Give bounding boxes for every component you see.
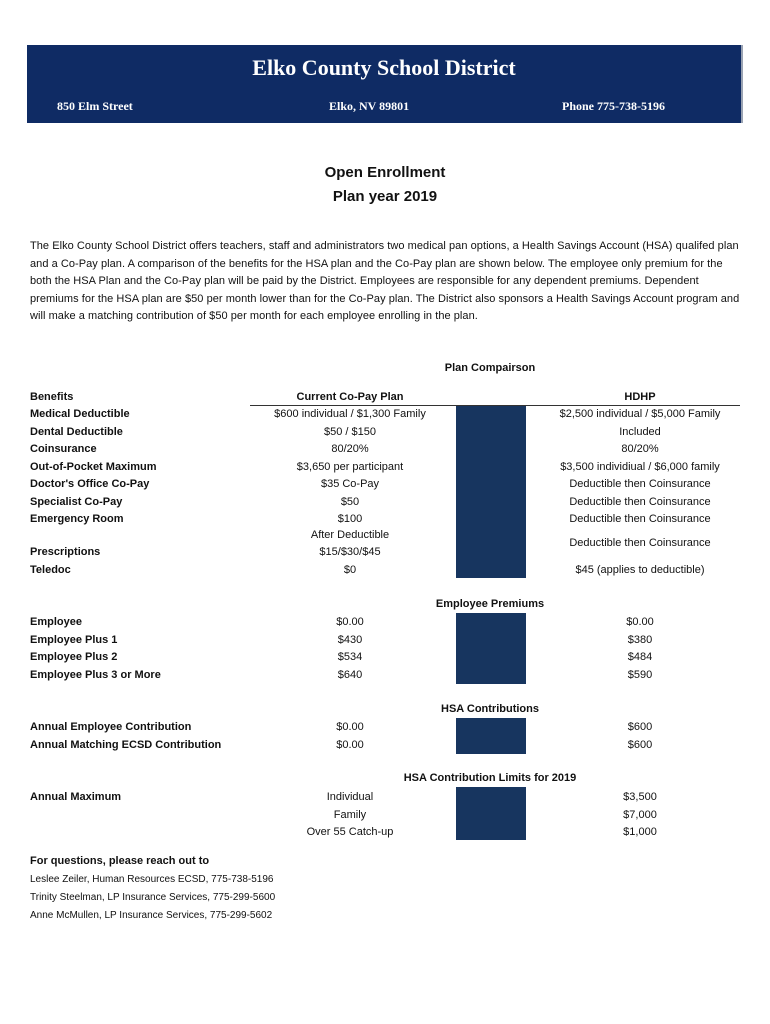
limits-divider-band	[456, 787, 526, 840]
premium-hdhp: $590	[627, 668, 653, 681]
contact-item: Trinity Steelman, LP Insurance Services, 775-299-5600	[30, 892, 276, 903]
annual-maximum-label: Annual Maximum	[30, 791, 122, 803]
hsa-contributions-title: HSA Contributions	[441, 703, 539, 715]
benefits-header: Benefits	[30, 391, 74, 403]
prescriptions-label: Prescriptions	[30, 546, 101, 558]
premium-hdhp: $484	[627, 651, 653, 663]
limit-amount: $7,000	[623, 808, 657, 821]
premium-hdhp: $0.00	[626, 616, 654, 628]
intro-paragraph: The Elko County School District offers teachers, staff and administrators two medical pan options, a Health Savings Account (HSA) qualifed plan and a Co-Pay plan. A comparison of the benefits for the HSA plan and the Co-Pay plan are shown below. The employee only premium for the both the HSA Plan and the Co-Pay plan will be paid by the District. Employees are responsible for any dependent premiums. Dependent premiums for the HSA plan are $50 per month lower than for the Co-Pay plan. The District also sponsors a Health Savings Account program and will make a matching contribution of $50 per month for each employee enrolling in the plan.	[30, 240, 740, 323]
premium-label: Employee Plus 3 or More	[30, 668, 161, 681]
limit-type: Over 55 Catch-up	[306, 826, 394, 838]
org-phone: Phone 775-738-5196	[562, 99, 665, 113]
doc-subtitle: Plan year 2019	[332, 188, 438, 205]
premiums-title: Employee Premiums	[435, 598, 545, 610]
contact-item: Leslee Zeiler, Human Resources ECSD, 775-738-5196	[30, 874, 274, 885]
org-city: Elko, NV 89801	[329, 99, 410, 113]
copay-value: $50 / $150	[324, 425, 376, 438]
premium-label: Employee Plus 1	[30, 633, 118, 646]
premium-copay: $0.00	[336, 616, 364, 628]
premium-hdhp: $380	[627, 633, 653, 646]
copay-value: $35 Co-Pay	[320, 478, 380, 490]
teledoc-hdhp: $45 (applies to deductible)	[575, 564, 705, 576]
premium-copay: $534	[337, 651, 363, 663]
benefit-label: Coinsurance	[30, 443, 97, 455]
copay-value: $100	[337, 513, 363, 525]
premium-copay: $640	[337, 668, 363, 681]
benefit-label: Emergency Room	[30, 513, 124, 525]
hsa-hdhp: $600	[627, 721, 653, 733]
header-banner	[27, 45, 743, 123]
teledoc-copay: $0	[343, 564, 357, 576]
limit-type: Family	[333, 808, 367, 821]
copay-value: $50	[340, 495, 360, 508]
copay-value: $3,650 per participant	[296, 460, 404, 473]
hdhp-value: Deductible then Coinsurance	[569, 495, 711, 508]
hdhp-value: Deductible then Coinsurance	[569, 513, 711, 525]
benefit-label: Specialist Co-Pay	[30, 495, 123, 508]
premiums-divider-band	[456, 613, 526, 684]
prescriptions-copay-note: After Deductible	[310, 529, 390, 541]
hsa-copay: $0.00	[336, 721, 364, 733]
hsa-limits-title: HSA Contribution Limits for 2019	[403, 772, 577, 784]
benefit-label: Dental Deductible	[30, 425, 123, 438]
copay-header: Current Co-Pay Plan	[296, 391, 404, 403]
hdhp-value: 80/20%	[621, 443, 659, 455]
hdhp-value: Deductible then Coinsurance	[569, 478, 711, 490]
limit-amount: $1,000	[623, 826, 657, 838]
doc-title: Open Enrollment	[324, 164, 446, 181]
org-street: 850 Elm Street	[57, 99, 133, 113]
org-name: Elko County School District	[252, 55, 516, 80]
limit-amount: $3,500	[623, 791, 657, 803]
teledoc-label: Teledoc	[30, 564, 71, 576]
benefit-label: Doctor's Office Co-Pay	[30, 478, 150, 490]
copay-value: 80/20%	[331, 443, 369, 455]
limit-type: Individual	[326, 791, 374, 803]
benefit-label: Out-of-Pocket Maximum	[30, 460, 157, 473]
hsa-label: Annual Matching ECSD Contribution	[30, 738, 222, 751]
benefit-label: Medical Deductible	[30, 408, 130, 420]
hdhp-value: Included	[619, 425, 661, 438]
comparison-divider-band	[456, 406, 526, 578]
hsa-divider-band	[456, 718, 526, 754]
hdhp-value: $2,500 individual / $5,000 Family	[559, 408, 721, 420]
copay-value: $600 individual / $1,300 Family	[274, 408, 426, 420]
prescriptions-hdhp: Deductible then Coinsurance	[569, 537, 711, 549]
hdhp-value: $3,500 individiual / $6,000 family	[560, 460, 720, 473]
hsa-label: Annual Employee Contribution	[30, 721, 192, 733]
prescriptions-copay: $15/$30/$45	[319, 546, 381, 558]
premium-copay: $430	[337, 633, 363, 646]
contacts-header: For questions, please reach out to	[30, 855, 210, 867]
premium-label: Employee Plus 2	[30, 651, 118, 663]
hsa-copay: $0.00	[336, 738, 364, 751]
hdhp-header: HDHP	[624, 391, 656, 403]
hsa-hdhp: $600	[627, 738, 653, 751]
plan-comparison-title: Plan Compairson	[444, 362, 536, 374]
contact-item: Anne McMullen, LP Insurance Services, 775-299-5602	[30, 910, 273, 921]
premium-label: Employee	[30, 616, 82, 628]
